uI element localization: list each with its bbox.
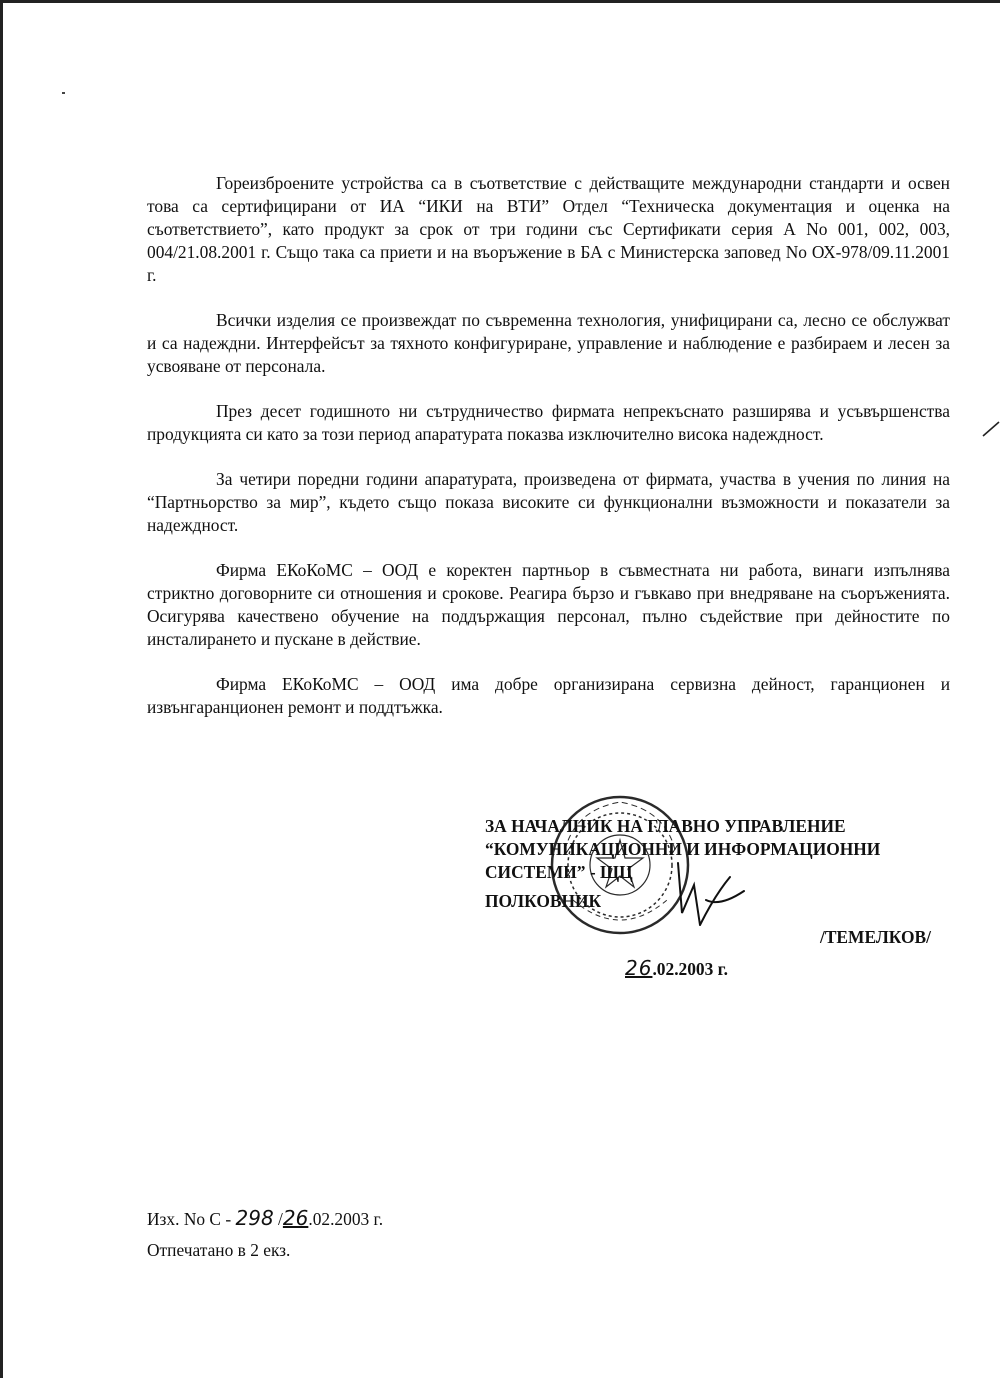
paragraph-partnership-for-peace: За четири поредни години апаратурата, произведена от фирмата, участва в учения по линия на “Партньорство за мир”, където също показа високите си функционални възможности и показатели за надеждност.: [147, 469, 950, 535]
letter-body: [147, 172, 950, 741]
signature-date: [625, 956, 728, 980]
outgoing-reference: [147, 1206, 383, 1230]
paragraph-cooperation: През десет годишното ни сътрудничество фирмата непрекъснато разширява и усъвършенства продукцията си като за този период апаратурата показва изключително висока надеждност.: [147, 401, 950, 444]
reference-date-rest: .02.2003 г.: [308, 1209, 384, 1229]
copies-note: Отпечатано в 2 екз.: [147, 1240, 291, 1260]
scan-edge-left: [0, 0, 3, 1378]
scan-speck: [62, 92, 65, 94]
signature-title-line-2: “КОМУНИКАЦИОННИ И ИНФОРМАЦИОННИ: [485, 839, 881, 859]
reference-prefix: Изх. No С -: [147, 1209, 236, 1229]
handwritten-signature: [660, 855, 750, 945]
paragraph-partner: Фирма ЕКоКоМС – ООД е коректен партньор в съвместната ни работа, винаги изпълнява стриктно договорните си отношения и срокове. Реагира бързо и гъвкаво при внедряване на съоръженията. Осигурява качествено обучение на поддържащия персонал, пълно съдействие при дейностите по инсталирането и пускане в действие.: [147, 560, 950, 649]
margin-pen-mark: [982, 418, 1000, 438]
signature-title-line-1: ЗА НАЧАЛНИК НА ГЛАВНО УПРАВЛЕНИЕ: [485, 816, 846, 836]
reference-separator: /: [273, 1209, 283, 1229]
scan-edge-top: [0, 0, 1000, 3]
paragraph-technology: Всички изделия се произвеждат по съвременна технология, унифицирани са, лесно се обслужват и са надеждни. Интерфейсът за тяхното конфигуриране, управление и наблюдение е разбираем и лесен за усвояване от персонала.: [147, 310, 950, 376]
signature-title-line-3: СИСТЕМИ” - ЩЦ: [485, 862, 633, 882]
signatory-name: /ТЕМЕЛКОВ/: [820, 927, 931, 947]
reference-day: 26: [282, 1206, 309, 1230]
paragraph-service: Фирма ЕКоКоМС – ООД има добре организирана сервизна дейност, гаранционен и извънгаранционен ремонт и поддтъжка.: [147, 674, 950, 717]
signature-rank: ПОЛКОВНИК: [485, 891, 602, 911]
paragraph-certification: Гореизброените устройства са в съответствие с действащите международни стандарти и освен това са сертифицирани от ИА “ИКИ на ВТИ” Отдел “Техническа документация и оценка на съответствието”, като продукт за срок от три години със Сертификати серия А No 001, 002, 003, 004/21.08.2001 г. Също така са приети и на въоръжение в БА с Министерска заповед No ОХ-978/09.11.2001 г.: [147, 173, 950, 285]
signature-date-rest: .02.2003 г.: [652, 959, 728, 979]
signature-date-day: 26: [625, 956, 653, 980]
reference-number: 298: [235, 1206, 274, 1230]
